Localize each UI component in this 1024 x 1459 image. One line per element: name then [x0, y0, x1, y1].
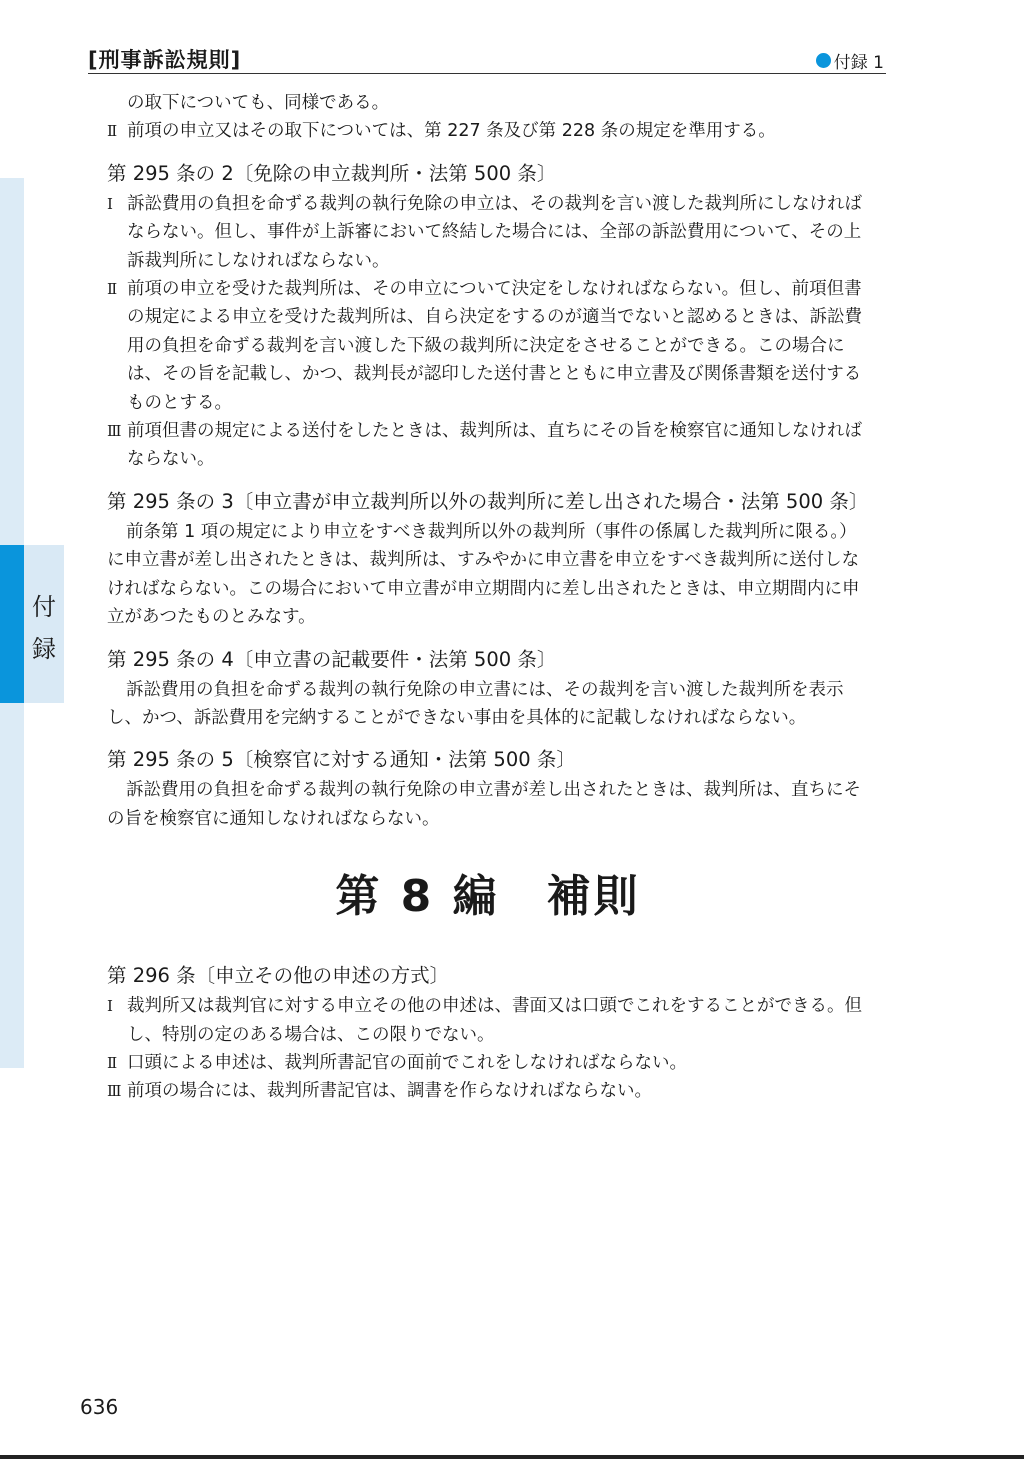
- clause-number: Ⅱ: [107, 1053, 118, 1072]
- article-heading: 第 295 条の 3〔申立書が申立裁判所以外の裁判所に差し出された場合・法第 500 条〕: [107, 489, 869, 513]
- badge-label: 付録 1: [833, 53, 884, 73]
- clause-number: Ⅰ: [107, 194, 113, 213]
- clause-text: 前項但書の規定による送付をしたときは、裁判所は、直ちにその旨を検察官に通知しなければならない。: [127, 421, 862, 470]
- running-header-title: [刑事訴訟規則]: [88, 48, 242, 72]
- clause-item: [107, 117, 869, 145]
- running-header-badge: [816, 48, 884, 73]
- article-heading: 第 295 条の 2〔免除の申立裁判所・法第 500 条〕: [107, 161, 557, 185]
- clause-text: 口頭による申述は、裁判所書記官の面前でこれをしなければならない。: [127, 1052, 687, 1073]
- clause-text: 前項の場合には、裁判所書記官は、調書を作らなければならない。: [127, 1081, 652, 1102]
- clause-text: 前項の申立又はその取下については、第 227 条及び第 228 条の規定を準用する。: [127, 121, 776, 142]
- continued-paragraph: の取下についても、同様である。: [127, 93, 390, 113]
- clause-item: [107, 275, 869, 417]
- clause-item: [107, 1049, 869, 1077]
- article-heading: 第 296 条〔申立その他の申述の方式〕: [107, 964, 450, 988]
- clause-item: [107, 1077, 869, 1105]
- article-paragraph: 訴訟費用の負担を命ずる裁判の執行免除の申立書には、その裁判を言い渡した裁判所を表示し、かつ、訴訟費用を完納することができない事由を具体的に記載しなければならない。: [107, 679, 844, 728]
- clause-item: [107, 190, 869, 275]
- part-title: 第 8 編 補則: [335, 871, 641, 923]
- appendix-tab-char-1: 付: [32, 593, 56, 621]
- clause-item: [107, 417, 869, 474]
- article-heading: 第 295 条の 5〔検察官に対する通知・法第 500 条〕: [107, 748, 576, 772]
- appendix-tab-background: [24, 545, 64, 703]
- clause-number: Ⅱ: [107, 122, 118, 141]
- article-paragraph: 前条第 1 項の規定により申立をすべき裁判所以外の裁判所（事件の係属した裁判所に限る。）に申立書が差し出されたときは、裁判所は、すみやかに申立書を申立をすべき裁判所に送付しなければならない。この場合において申立書が申立期間内に差し出されたときは、申立期間内に申立があつたものとみなす。: [107, 521, 860, 628]
- clause-text: 前項の申立を受けた裁判所は、その申立について決定をしなければならない。但し、前項但書の規定による申立を受けた裁判所は、自ら決定をするのが適当でないと認めるときは、訴訟費用の負担を命ずる裁判を言い渡した下級の裁判所に決定をさせることができる。この場合には、その旨を記載し、かつ、裁判長が認印した送付書とともに申立書及び関係書類を送付するものとする。: [127, 279, 862, 413]
- blue-dot-icon: [816, 53, 831, 68]
- page-number: 636: [80, 1395, 119, 1419]
- header-rule: [88, 73, 886, 74]
- clause-number: Ⅱ: [107, 280, 118, 299]
- article-heading: 第 295 条の 4〔申立書の記載要件・法第 500 条〕: [107, 647, 557, 671]
- page-body: [107, 89, 869, 1106]
- bottom-rule: [0, 1455, 1024, 1459]
- clause-item: [107, 992, 869, 1049]
- clause-number: Ⅲ: [107, 422, 122, 441]
- clause-text: 裁判所又は裁判官に対する申立その他の申述は、書面又は口頭でこれをすることができる。但し、特別の定のある場合は、この限りでない。: [127, 996, 862, 1045]
- article-paragraph: 訴訟費用の負担を命ずる裁判の執行免除の申立書が差し出されたときは、裁判所は、直ちにその旨を検察官に通知しなければならない。: [107, 780, 861, 829]
- clause-text: 訴訟費用の負担を命ずる裁判の執行免除の申立は、その裁判を言い渡した裁判所にしなければならない。但し、事件が上訴審において終結した場合には、全部の訴訟費用について、その上訴裁判所にしなければならない。: [127, 193, 862, 271]
- appendix-tab-char-2: 録: [32, 635, 56, 663]
- clause-number: Ⅰ: [107, 997, 113, 1016]
- clause-number: Ⅲ: [107, 1082, 122, 1101]
